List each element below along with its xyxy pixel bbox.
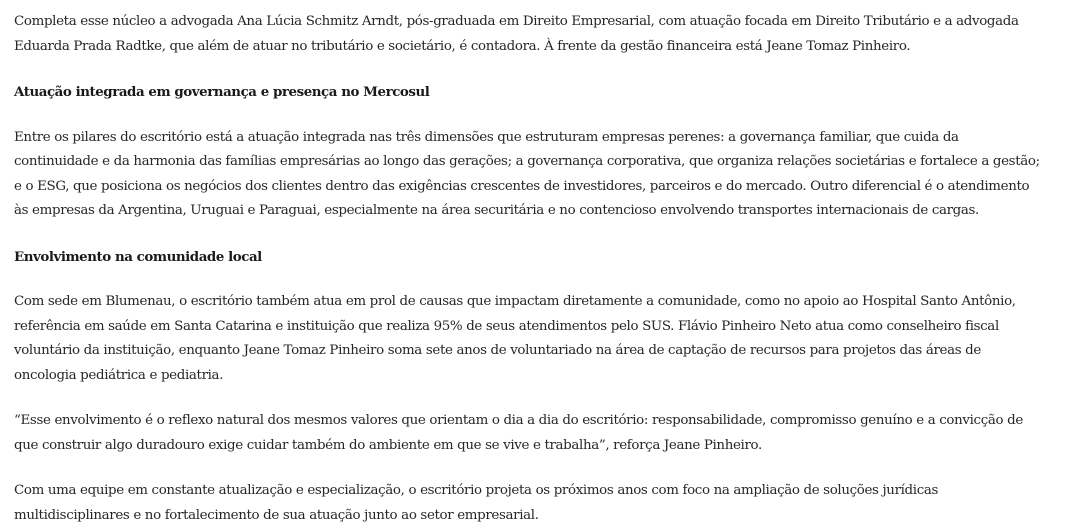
heading-governance: Atuação integrada em governança e presença no Mercosul (14, 84, 430, 100)
paragraph-quote: “Esse envolvimento é o reflexo natural dos mesmos valores que orientam o dia a dia do escritório: responsabilidade, compromisso genuíno e a convicção de que construir algo duradouro exige cuidar também do ambiente em que se vive e trabalha”, reforça Jeane Pinheiro. (14, 413, 1023, 453)
paragraph-team: Completa esse núcleo a advogada Ana Lúcia Schmitz Arndt, pós-graduada em Direito Empresarial, com atuação focada em Direito Tributário e a advogada Eduarda Prada Radtke, que além de atuar no tributário e societário, é contadora. À frente da gestão financeira está Jeane Tomaz Pinheiro. (14, 14, 1019, 54)
paragraph-outlook: Com uma equipe em constante atualização e especialização, o escritório projeta os próximos anos com foco na ampliação de soluções jurídicas multidisciplinares e no fortalecimento de sua atuação junto ao setor empresarial. (14, 483, 939, 523)
heading-community: Envolvimento na comunidade local (14, 248, 262, 265)
paragraph-pillars: Entre os pilares do escritório está a atuação integrada nas três dimensões que estruturam empresas perenes: a governança familiar, que cuida da continuidade e da harmonia das famílias empresárias ao longo das gerações; a governança corporativa, que organiza relações societárias e fortalece a gestão; e o ESG, que posiciona os negócios dos clientes dentro das exigências crescentes de investidores, parceiros e do mercado. Outro diferencial é o atendimento às empresas da Argentina, Uruguai e Paraguai, especialmente na área securitária e no contencioso envolvendo transportes internacionais de cargas. (14, 129, 1040, 218)
paragraph-community: Com sede em Blumenau, o escritório também atua em prol de causas que impactam diretamente a comunidade, como no apoio ao Hospital Santo Antônio, referência em saúde em Santa Catarina e instituição que realiza 95% de seus atendimentos pelo SUS. Flávio Pinheiro Neto atua como conselheiro fiscal voluntário da instituição, enquanto Jeane Tomaz Pinheiro soma sete anos de voluntariado na área de captação de recursos para projetos das áreas de oncologia pediátrica e pediatria. (14, 294, 1016, 383)
